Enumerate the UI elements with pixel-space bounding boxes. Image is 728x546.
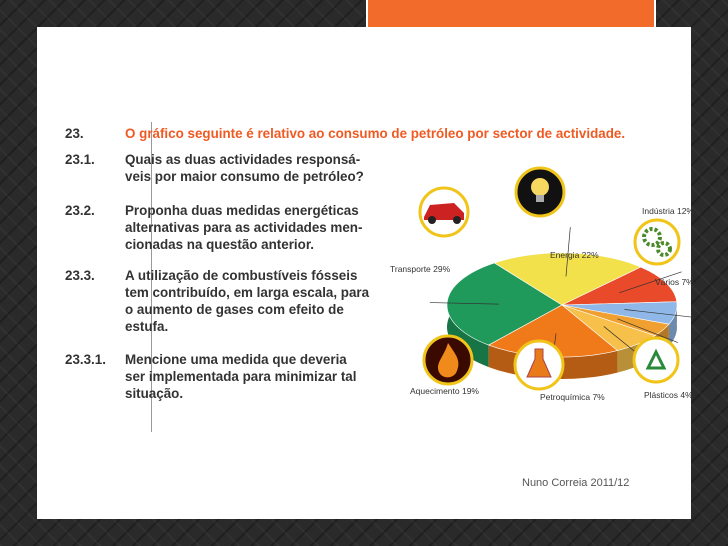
label-aquecimento: Aquecimento 19% (410, 386, 479, 396)
question-text: Quais as duas actividades responsá-veis por maior consumo de petróleo? (125, 152, 364, 184)
question-number: 23. (65, 126, 84, 141)
question-number: 23.1. (65, 152, 95, 167)
flask-icon (515, 341, 563, 389)
slide-content (37, 27, 694, 519)
oil-consumption-chart (372, 165, 694, 402)
question-number: 23.2. (65, 203, 95, 218)
label-plasticos: Plásticos 4% (644, 390, 693, 400)
lightbulb-icon (516, 168, 564, 216)
question-text: Mencione uma medida que deveria ser implementada para minimizar tal situação. (125, 352, 357, 401)
gears-icon (635, 220, 679, 264)
question-number: 23.3.1. (65, 352, 106, 367)
question-text: Proponha duas medidas energéticas alternativas para as actividades men-cionadas na questão anterior. (125, 203, 363, 252)
car-icon (420, 188, 468, 236)
label-varios: Vários 7% (655, 277, 694, 287)
fire-icon (424, 336, 472, 384)
footer-author: Nuno Correia 2011/12 (522, 477, 630, 489)
question-text: A utilização de combustíveis fósseis tem contribuído, em larga escala, para o aumento de gases com efeito de estufa. (125, 268, 370, 334)
question-number: 23.3. (65, 268, 95, 283)
label-transporte: Transporte 29% (390, 264, 451, 274)
question-title: O gráfico seguinte é relativo ao consumo de petróleo por sector de actividade. (125, 126, 626, 141)
label-industria: Indústria 12% (642, 206, 694, 216)
label-petroquimica: Petroquímica 7% (540, 392, 605, 402)
recycle-icon (634, 338, 678, 382)
label-energia: Energia 22% (550, 250, 599, 260)
